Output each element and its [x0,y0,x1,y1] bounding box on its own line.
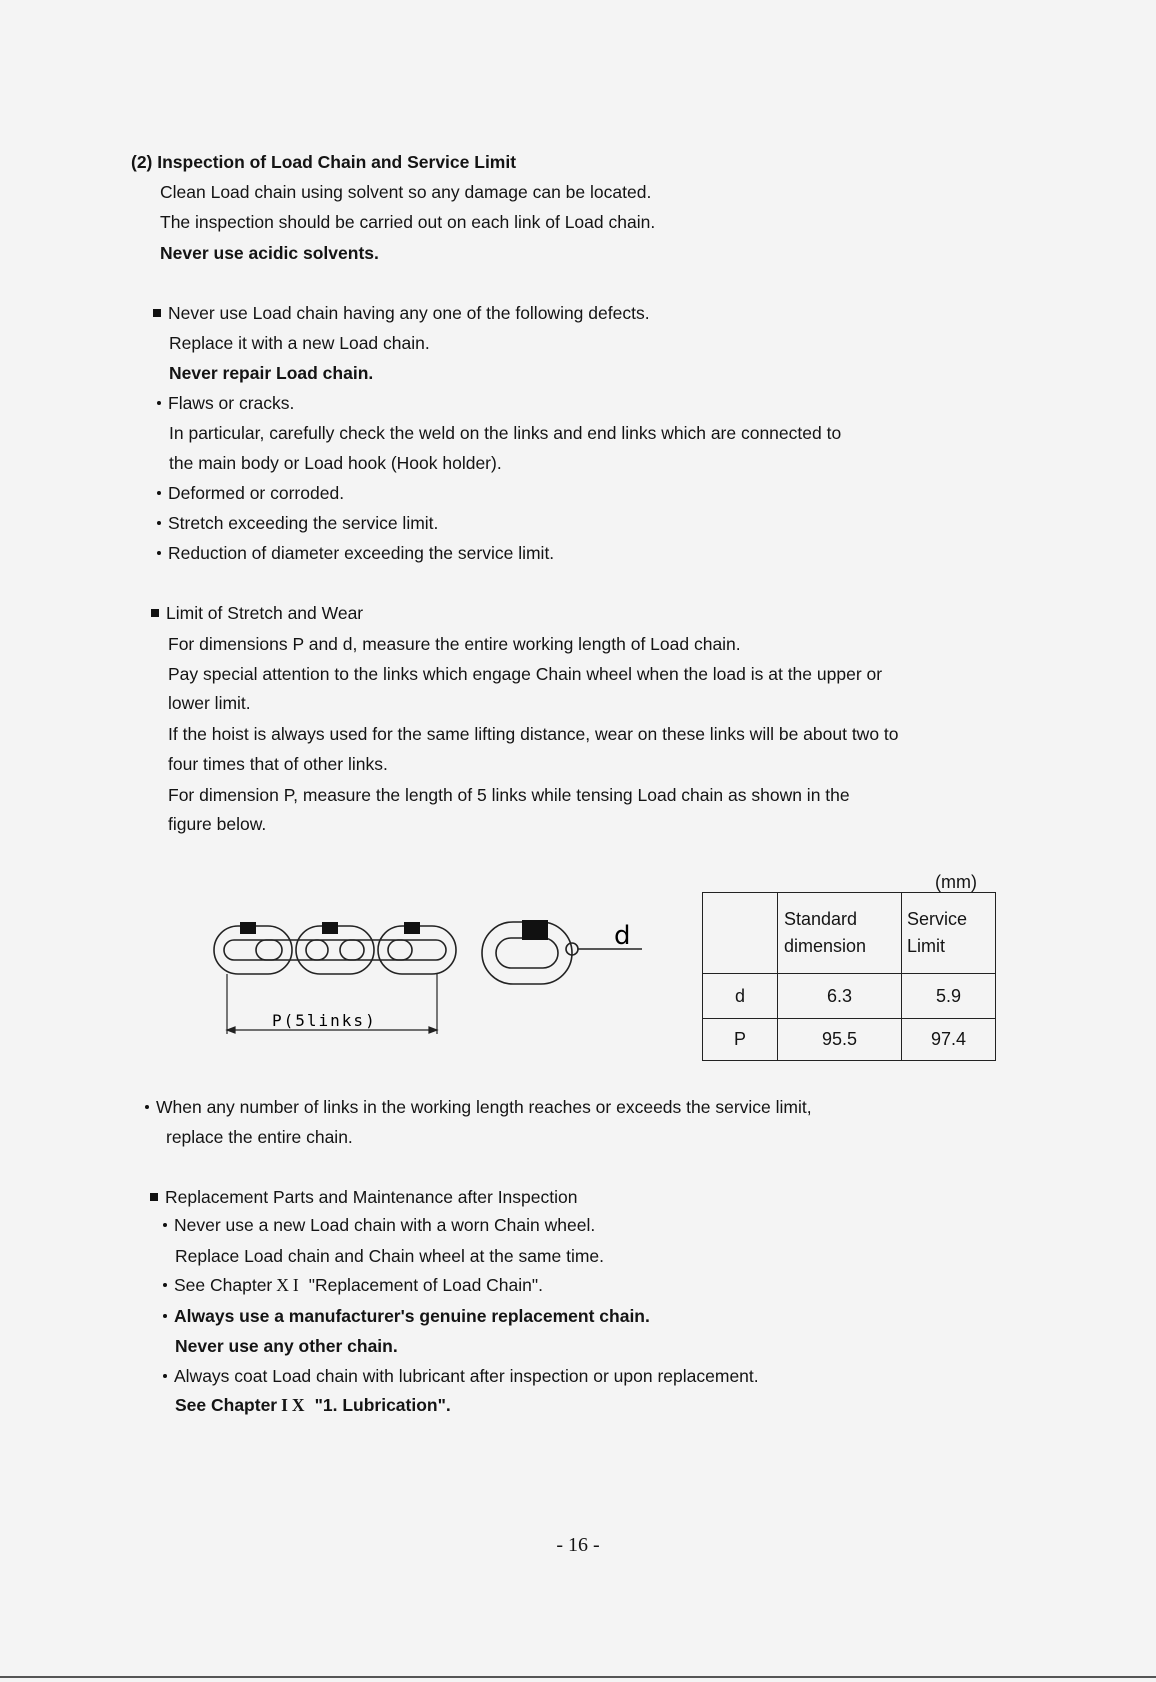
scan-edge-divider [0,1676,1156,1678]
square-bullet-icon [153,309,161,317]
row-label: P [703,1019,778,1061]
table-unit: (mm) [935,872,977,892]
bullet-icon [163,1314,167,1318]
replacement-item: Always coat Load chain with lubricant after inspection or upon replacement. [163,1365,759,1387]
limit-line: four times that of other links. [168,754,388,774]
defect-item: Reduction of diameter exceeding the service limit. [157,542,554,564]
table-header-row [703,893,996,974]
bullet-icon [157,491,161,495]
defect-item: Flaws or cracks. [157,392,294,414]
square-bullet-icon [150,1193,158,1201]
weld-markers [240,920,548,940]
bullet-icon [157,401,161,405]
intro-line-2: The inspection should be carried out on each link of Load chain. [160,212,656,232]
row-standard: 95.5 [778,1019,902,1061]
row-service: 97.4 [902,1019,996,1061]
bullet-icon [157,551,161,555]
p-label: P(5links) [272,1011,377,1030]
bullet-icon [145,1105,149,1109]
row-label: d [703,974,778,1019]
bullet-icon [163,1283,167,1287]
service-limit-table [702,892,996,1061]
bullet-icon [163,1374,167,1378]
limit-line: For dimension P, measure the length of 5 links while tensing Load chain as shown in the [168,785,850,805]
replacement-item-cont: Replace Load chain and Chain wheel at the same time. [175,1246,605,1266]
bullet-icon [157,521,161,525]
square-bullet-icon [151,609,159,617]
standard-header: Standard dimension [778,893,902,974]
defects-replace: Replace it with a new Load chain. [169,333,430,353]
defect-item: Stretch exceeding the service limit. [157,512,438,534]
d-label: d [614,921,631,951]
table-row [703,974,996,1019]
limit-line: For dimensions P and d, measure the entire working length of Load chain. [168,634,741,654]
note-line-2: replace the entire chain. [166,1127,353,1147]
limit-line: If the hoist is always used for the same lifting distance, wear on these links will be about two to [168,724,899,744]
bullet-icon [163,1223,167,1227]
acid-warning: Never use acidic solvents. [160,243,379,263]
section-title: (2) Inspection of Load Chain and Service Limit [131,152,517,172]
defects-heading: Never use Load chain having any one of the following defects. [153,302,650,324]
replacement-item-cont: Never use any other chain. [175,1336,398,1356]
empty-header-cell [703,893,778,974]
service-header: Service Limit [902,893,996,974]
chain-diagram [212,912,652,1042]
page-number: - 16 - [556,1534,600,1556]
replacement-item-cont: See Chapter IX "1. Lubrication". [175,1395,451,1415]
row-standard: 6.3 [778,974,902,1019]
never-repair-warning: Never repair Load chain. [169,363,374,383]
table-row [703,1019,996,1061]
chain-links-icon [214,922,642,984]
replacement-item: See Chapter XI "Replacement of Load Chain". [163,1274,543,1296]
limit-line: Pay special attention to the links which engage Chain wheel when the load is at the upper or [168,664,883,684]
replacement-heading: Replacement Parts and Maintenance after Inspection [150,1186,577,1208]
note-line-1: When any number of links in the working length reaches or exceeds the service limit, [145,1096,812,1118]
replacement-item: Always use a manufacturer's genuine replacement chain. [163,1305,650,1327]
intro-line-1: Clean Load chain using solvent so any damage can be located. [160,182,652,202]
limit-heading: Limit of Stretch and Wear [151,602,363,624]
row-service: 5.9 [902,974,996,1019]
flaws-detail-1: In particular, carefully check the weld on the links and end links which are connected to [169,423,842,443]
flaws-detail-2: the main body or Load hook (Hook holder). [169,453,502,473]
defect-item: Deformed or corroded. [157,482,344,504]
replacement-item: Never use a new Load chain with a worn Chain wheel. [163,1214,595,1236]
limit-line: figure below. [168,814,267,834]
limit-line: lower limit. [168,693,251,713]
